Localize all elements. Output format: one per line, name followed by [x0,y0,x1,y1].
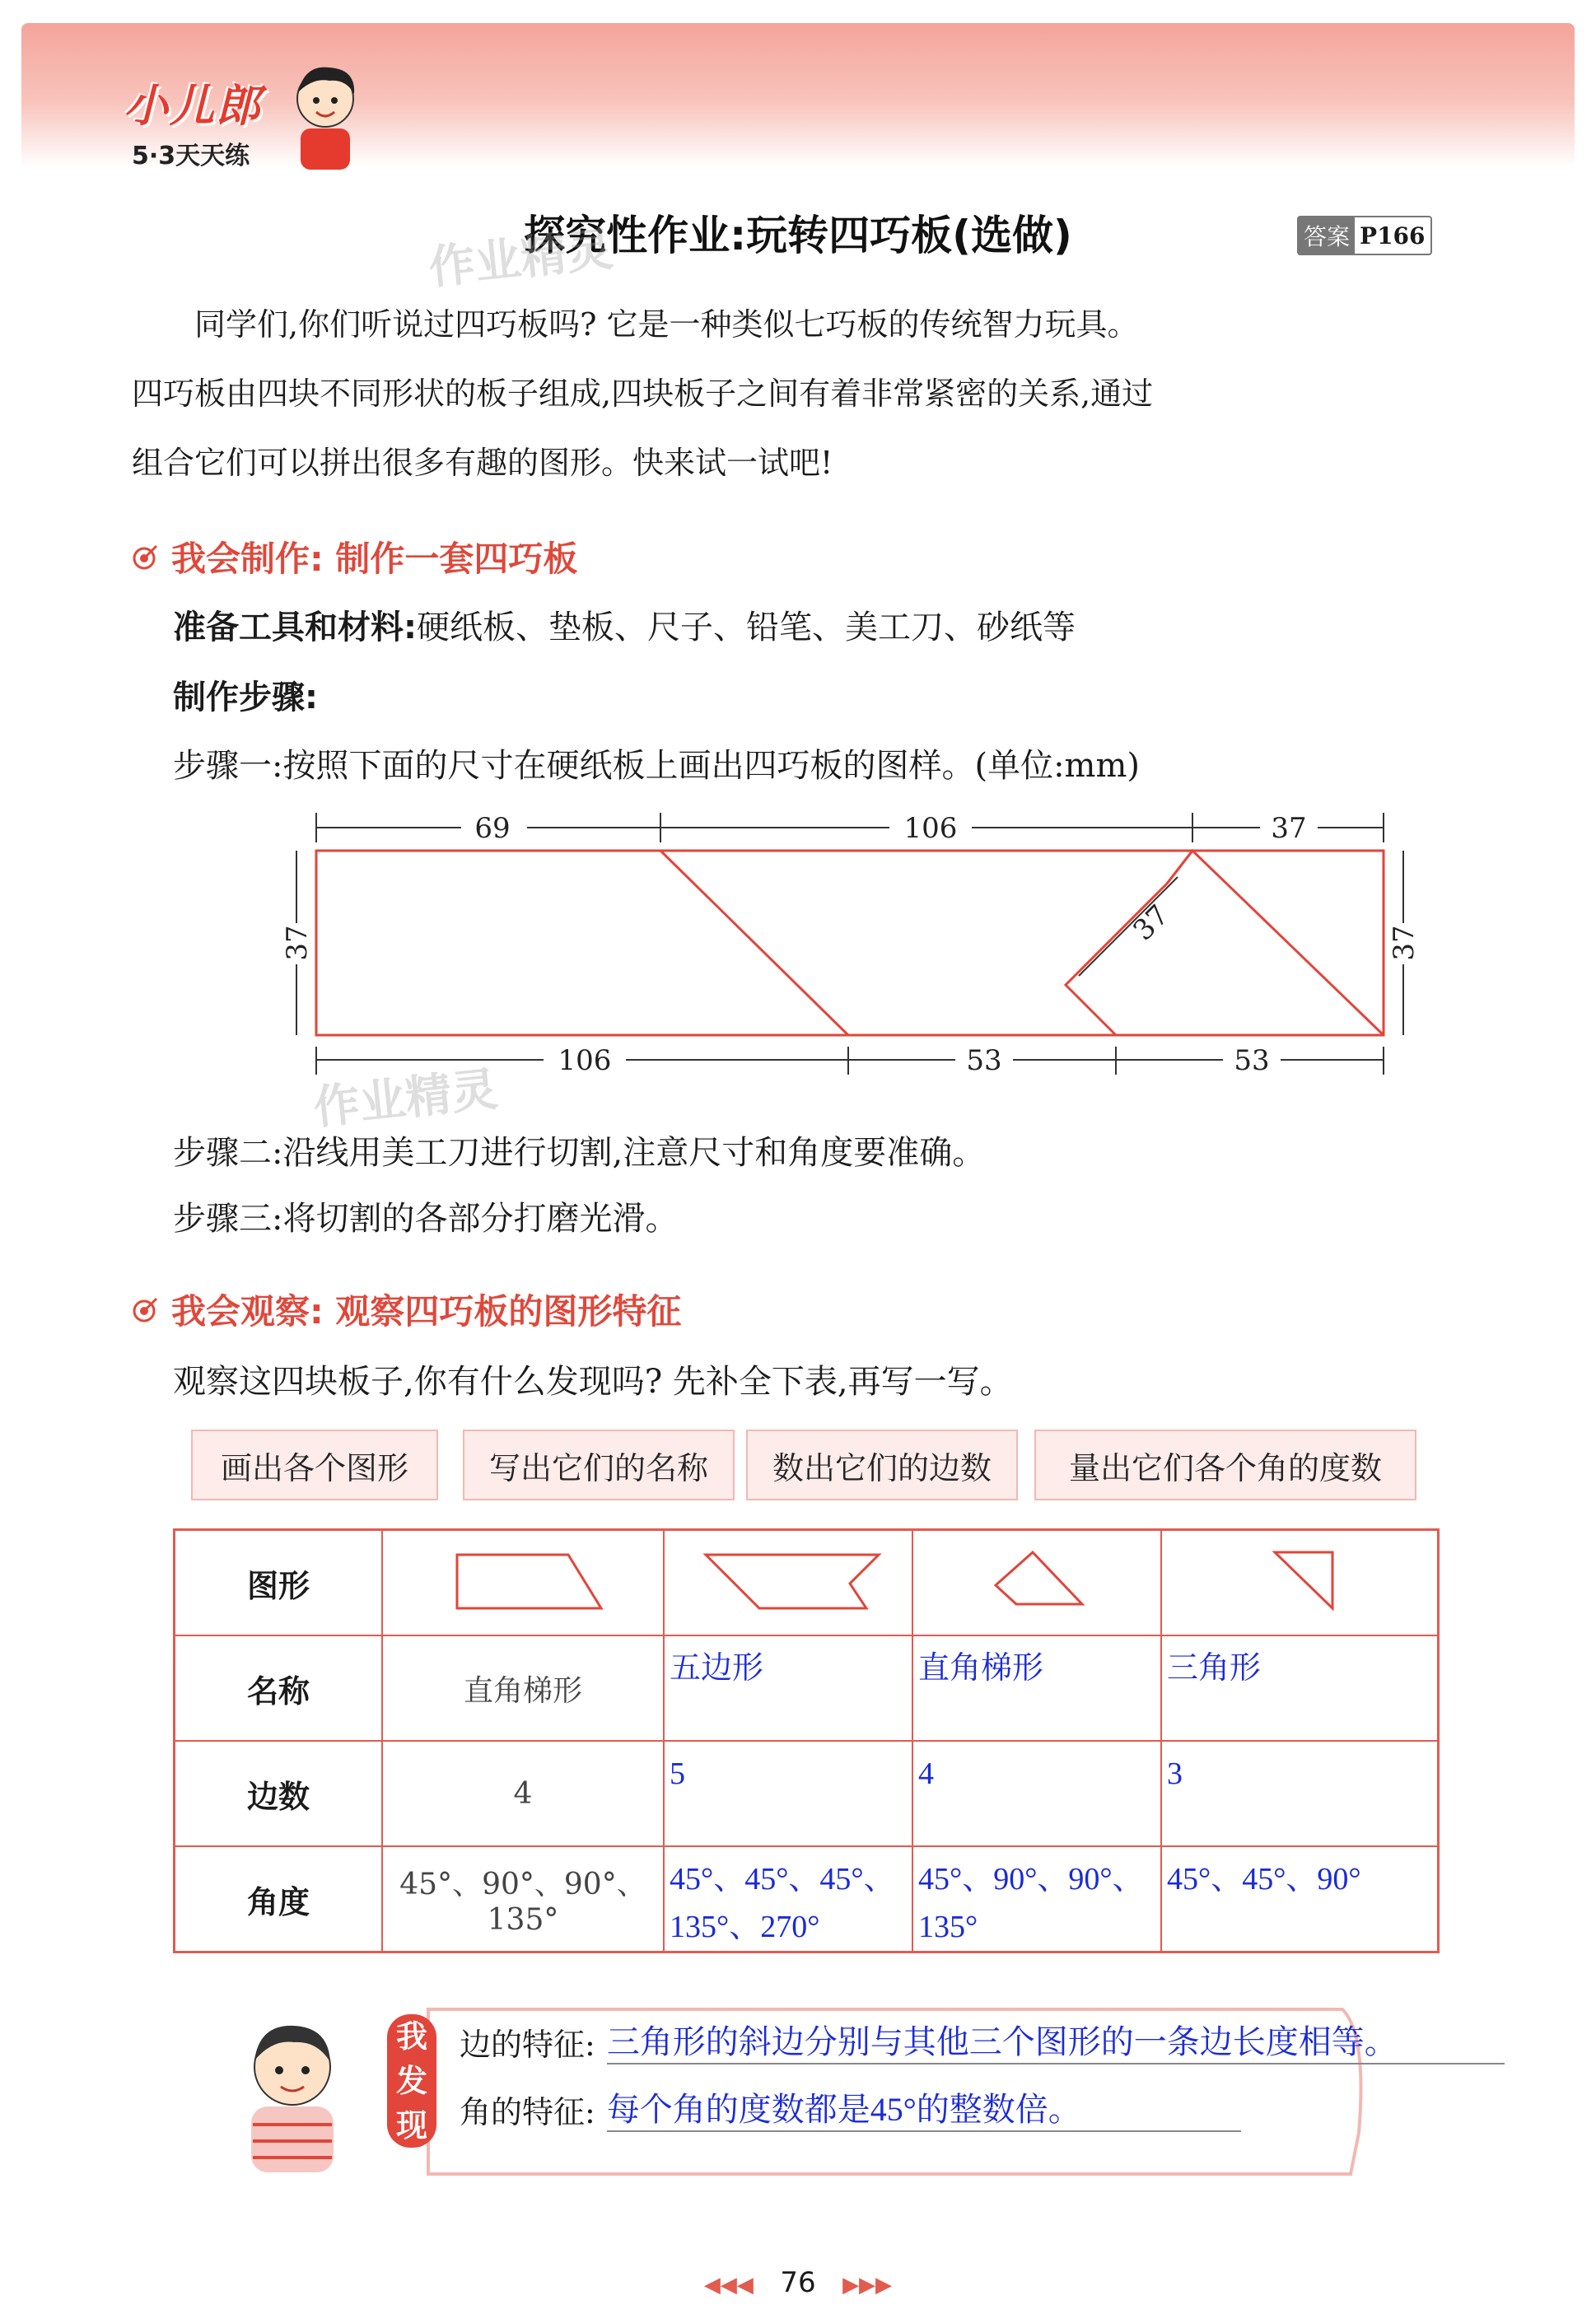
student-boy-icon [226,2009,358,2174]
dim-inner-37: 37 [1127,898,1176,948]
board-outline [316,851,1384,1035]
dim-top-106: 106 [903,812,958,845]
name-cell[interactable] [664,1635,912,1741]
page-title: 探究性作业:玩转四巧板(选做) [524,212,1072,259]
row-header-name: 名称 [175,1635,383,1741]
angles-answer: 45°、90°、90°、135° [918,1862,1144,1944]
dim-right-37: 37 [1388,925,1421,961]
dim-bottom-53a: 53 [966,1044,1002,1077]
name-cell-given: 直角梯形 [382,1635,664,1741]
angles-cell[interactable] [912,1846,1161,1952]
dim-left-37: 37 [281,925,314,961]
angles-cell-given: 45°、90°、90°、135° [382,1846,664,1952]
pentagon-shape [689,1542,887,1617]
intro-line: 组合它们可以拼出很多有趣的图形。快来试一试吧! [132,445,833,481]
sides-cell[interactable] [664,1741,912,1846]
section-observe-title: 我会观察: 观察四巧板的图形特征 [171,1291,682,1332]
mascot-boy-icon [280,58,371,173]
section-observe-heading [132,1285,681,1334]
angles-cell[interactable] [664,1846,912,1952]
sides-cell[interactable] [912,1741,1161,1846]
right-trapezoid-shape [441,1542,605,1617]
badge-char: 现 [395,2107,427,2144]
shape-cell [1161,1530,1439,1636]
section-make-title: 我会制作: 制作一套四巧板 [171,539,578,579]
step-two: 步骤二:沿线用美工刀进行切割,注意尺寸和角度要准确。 [173,1134,986,1172]
sides-cell[interactable] [1161,1741,1439,1846]
tools-list: 硬纸板、垫板、尺子、铅笔、美工刀、砂纸等 [417,609,1076,646]
shape-cell [912,1530,1161,1636]
angles-cell[interactable] [1161,1846,1439,1952]
row-header-sides: 边数 [175,1741,383,1846]
page-number: 76 [780,2266,816,2299]
section-make-heading [132,532,577,581]
step-write-names: 写出它们的名称 [463,1430,735,1500]
angle-feature-label: 角的特征: [460,2094,595,2130]
tools-line [173,601,1076,648]
step-count-sides: 数出它们的边数 [746,1430,1018,1500]
cut-line-diagonal [660,851,848,1035]
badge-char: 发 [395,2063,427,2099]
next-arrows-icon: ▶▶▶ [842,2273,893,2298]
observation-table [173,1528,1440,1953]
shape-cell [382,1530,664,1636]
name-answer: 直角梯形 [918,1651,1044,1686]
angles-answer: 45°、45°、45°、135°、270° [670,1862,895,1944]
name-cell[interactable] [912,1635,1161,1741]
sides-answer: 4 [918,1756,934,1791]
table-row [175,1635,1439,1741]
triangle-shape [1250,1542,1349,1617]
side-feature-answer[interactable]: 三角形的斜边分别与其他三个图形的一条边长度相等。 [607,2016,1505,2064]
sides-answer: 3 [1167,1756,1183,1791]
name-cell[interactable] [1161,1635,1439,1741]
table-row [175,1530,1439,1636]
answer-reference[interactable] [1297,216,1432,255]
step-one: 步骤一:按照下面的尺寸在硬纸板上画出四巧板的图样。(单位:mm) [173,747,1141,785]
dim-bottom-53b: 53 [1234,1044,1270,1077]
dim-top-37: 37 [1271,812,1307,845]
angle-feature-answer[interactable]: 每个角的度数都是45°的整数倍。 [607,2083,1241,2132]
watermark: 作业精灵 [310,1062,501,1136]
dim-top-69: 69 [474,812,511,845]
answer-label: 答案 [1299,217,1355,254]
target-icon [132,543,160,571]
intro-paragraph [132,290,1449,497]
right-trapezoid-small-shape [975,1542,1099,1617]
angles-answer: 45°、45°、90° [1167,1862,1361,1896]
badge-char: 我 [395,2018,427,2055]
sides-cell-given: 4 [382,1741,664,1846]
angle-feature-row [460,2083,1241,2132]
target-icon [132,1295,160,1323]
row-header-angles: 角度 [175,1846,383,1952]
series-name: 5·3天天练 [132,142,250,170]
step-measure-angles: 量出它们各个角的度数 [1034,1430,1416,1500]
shape-cell [664,1530,912,1636]
watermark: 作业精灵 [426,222,616,296]
side-feature-row [460,2016,1505,2064]
observe-prompt: 观察这四块板子,你有什么发现吗? 先补全下表,再写一写。 [173,1363,1013,1401]
steps-label: 制作步骤: [173,679,318,716]
name-answer: 五边形 [670,1651,764,1686]
row-header-shape: 图形 [175,1530,383,1636]
page-footer [0,2266,1596,2299]
intro-line: 四巧板由四块不同形状的板子组成,四块板子之间有着非常紧密的关系,通过 [132,376,1154,412]
step-three: 步骤三:将切割的各部分打磨光滑。 [173,1200,679,1238]
step-draw-shapes: 画出各个图形 [191,1430,438,1500]
answer-page: P166 [1360,222,1426,250]
dim-bottom-106: 106 [558,1044,612,1077]
tangram-diagram [280,803,1449,1091]
tools-label: 准备工具和材料: [173,609,417,646]
discover-badge [387,2014,436,2148]
sides-answer: 5 [670,1756,685,1791]
logo: 小儿郎 [124,80,262,132]
cut-line-notch [1066,851,1384,1035]
table-row [175,1846,1439,1952]
table-row [175,1741,1439,1846]
prev-arrows-icon: ◀◀◀ [703,2273,754,2298]
side-feature-label: 边的特征: [460,2027,595,2063]
name-answer: 三角形 [1167,1651,1262,1686]
intro-line: 同学们,你们听说过四巧板吗? 它是一种类似七巧板的传统智力玩具。 [194,306,1139,343]
